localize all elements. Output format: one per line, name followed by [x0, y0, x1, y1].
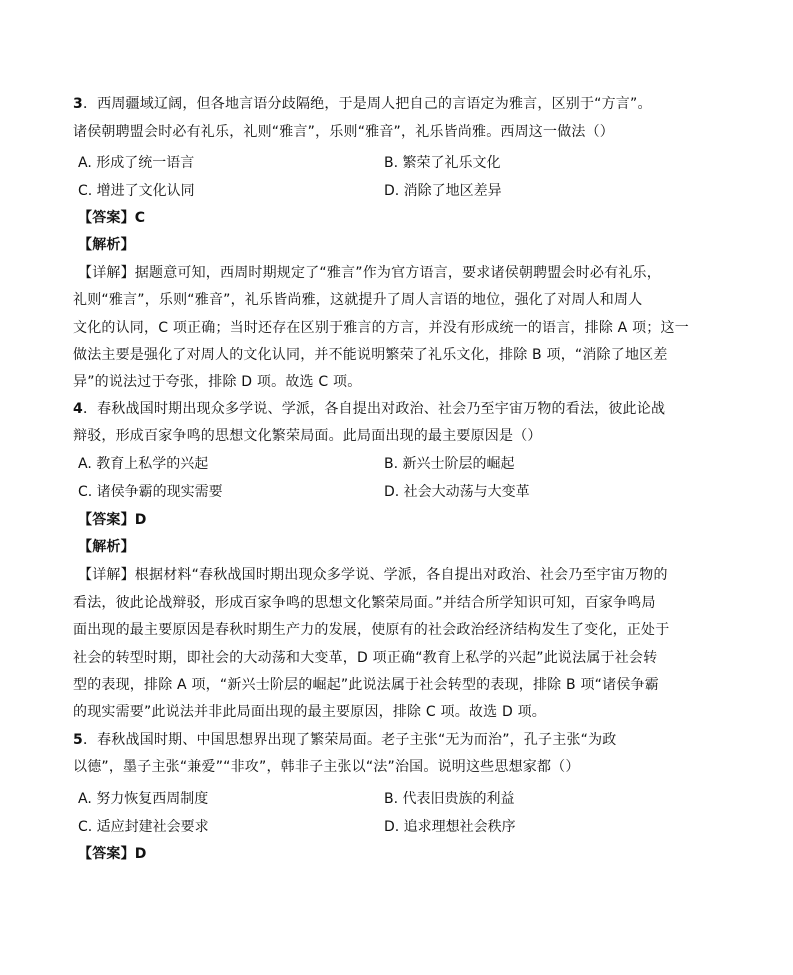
- question-5-stem-line-1: [73, 730, 617, 750]
- question-4-detail-line-5: 型的表现，排除 A 项，“新兴士阶层的崛起”此说法属于社会转型的表现，排除 B 项“诸侯争霸: [73, 677, 659, 693]
- question-5-option-b[interactable]: B. 代表旧贵族的利益: [384, 791, 515, 807]
- question-4-option-c[interactable]: C. 诸侯争霸的现实需要: [78, 484, 223, 500]
- question-3-option-a[interactable]: A. 形成了统一语言: [78, 155, 195, 171]
- question-4-option-b[interactable]: B. 新兴士阶层的崛起: [384, 456, 515, 472]
- question-3-detail-line-2: 礼则“雅言”，乐则“雅音”，礼乐皆尚雅，这就提升了周人言语的地位，强化了对周人和周人: [73, 292, 643, 308]
- question-3-option-c[interactable]: C. 增进了文化认同: [78, 183, 195, 199]
- question-4-detail-line-1: 【详解】根据材料“春秋战国时期出现众多学说、学派，各自提出对政治、社会乃至宇宙万物的: [78, 567, 668, 583]
- question-5-option-a[interactable]: A. 努力恢复西周制度: [78, 791, 209, 807]
- question-4-option-d[interactable]: D. 社会大动荡与大变革: [384, 484, 530, 500]
- question-5-stem-line-2: 以德”，墨子主张“兼爱”“非攻”，韩非子主张以“法”治国。说明这些思想家都（）: [73, 759, 580, 775]
- question-4-option-a[interactable]: A. 教育上私学的兴起: [78, 456, 209, 472]
- question-number: 3: [73, 96, 83, 112]
- question-3-detail-line-4: 做法主要是强化了对周人的文化认同，并不能说明繁荣了礼乐文化，排除 B 项，“消除了地区差: [73, 347, 668, 363]
- question-4-detail-line-2: 看法，彼此论战辩驳，形成百家争鸣的思想文化繁荣局面。”并结合所学知识可知，百家争鸣局: [73, 595, 656, 611]
- stem-text: ．春秋战国时期出现众多学说、学派，各自提出对政治、社会乃至宇宙万物的看法，彼此论战: [82, 401, 666, 417]
- question-4-answer: 【答案】D: [78, 512, 147, 528]
- question-4-detail-line-4: 社会的转型时期，即社会的大动荡和大变革，D 项正确“教育上私学的兴起”此说法属于社会转: [73, 650, 658, 666]
- question-3-detail-line-5: 异”的说法过于夸张，排除 D 项。故选 C 项。: [73, 374, 362, 390]
- question-4-stem-line-1: [73, 399, 665, 419]
- question-5-option-c[interactable]: C. 适应封建社会要求: [78, 819, 209, 835]
- question-3-detail-line-3: 文化的认同，C 项正确；当时还存在区别于雅言的方言，并没有形成统一的语言，排除 A 项；这一: [73, 320, 689, 336]
- question-3-analysis-label: 【解析】: [78, 237, 135, 253]
- question-number: 4: [73, 401, 83, 417]
- question-number: 5: [73, 732, 83, 748]
- stem-text: ．西周疆域辽阔，但各地言语分歧隔绝，于是周人把自己的言语定为雅言，区别于“方言”。: [82, 96, 652, 112]
- question-5-option-d[interactable]: D. 追求理想社会秩序: [384, 819, 516, 835]
- question-3-stem-line-1: [73, 94, 652, 114]
- question-4-stem-line-2: 辩驳，形成百家争鸣的思想文化繁荣局面。此局面出现的最主要原因是（）: [73, 428, 542, 444]
- question-4-detail-line-6: 的现实需要”此说法并非此局面出现的最主要原因，排除 C 项。故选 D 项。: [73, 704, 547, 720]
- question-5-answer: 【答案】D: [78, 846, 147, 862]
- stem-text: ．春秋战国时期、中国思想界出现了繁荣局面。老子主张“无为而治”，孔子主张“为政: [82, 732, 617, 748]
- question-4-analysis-label: 【解析】: [78, 539, 135, 555]
- question-3-option-b[interactable]: B. 繁荣了礼乐文化: [384, 155, 501, 171]
- question-3-stem-line-2: 诸侯朝聘盟会时必有礼乐，礼则“雅言”，乐则“雅音”，礼乐皆尚雅。西周这一做法（）: [73, 124, 615, 140]
- question-4-detail-line-3: 面出现的最主要原因是春秋时期生产力的发展，使原有的社会政治经济结构发生了变化，正处于: [73, 622, 670, 638]
- question-3-detail-line-1: 【详解】据题意可知，西周时期规定了“雅言”作为官方语言，要求诸侯朝聘盟会时必有礼乐，: [78, 265, 661, 281]
- question-3-option-d[interactable]: D. 消除了地区差异: [384, 183, 502, 199]
- question-3-answer: 【答案】C: [78, 210, 146, 226]
